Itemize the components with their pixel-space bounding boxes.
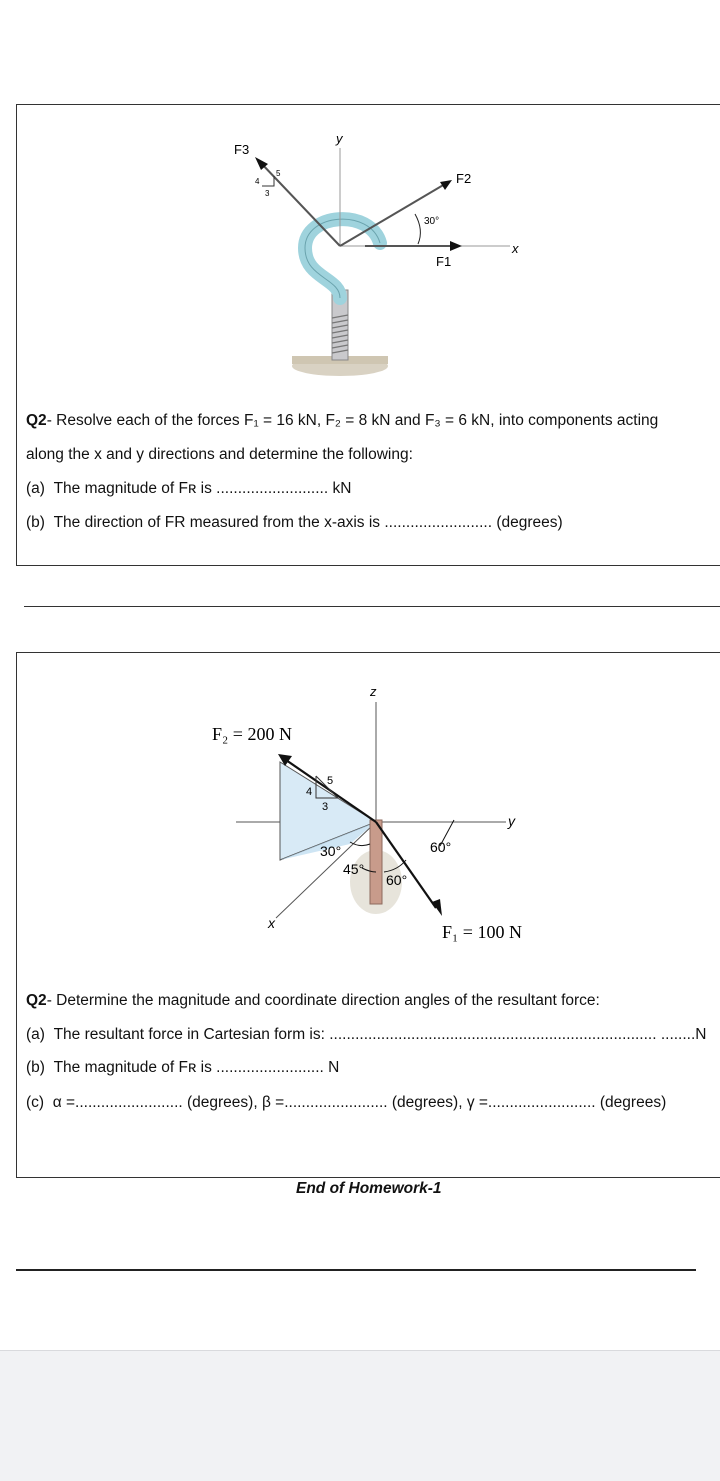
q2-line-1-text: - Determine the magnitude and coordinate direction angles of the resultant force: bbox=[46, 992, 600, 1009]
y-label-2: y bbox=[508, 813, 515, 829]
q1-line-2: along the x and y directions and determine the following: bbox=[26, 446, 413, 463]
q1-line-1 bbox=[26, 412, 658, 430]
q2-part-c bbox=[26, 1094, 666, 1112]
q1-b-text: The direction of FR measured from the x-axis is ......................... (degrees) bbox=[53, 514, 563, 531]
f3-label: F3 bbox=[234, 142, 250, 157]
q2-b-text: The magnitude of Fʀ is ......................... N bbox=[53, 1059, 340, 1076]
q1-b-label: (b) bbox=[26, 514, 45, 531]
z-label: z bbox=[370, 684, 377, 699]
x-label: x bbox=[512, 241, 519, 256]
q1-line-1-text: - Resolve each of the forces F₁ = 16 kN, F₂ = 8 kN and F₃ = 6 kN, into components acting bbox=[46, 412, 659, 429]
tri-4-2: 4 bbox=[306, 786, 313, 798]
end-of-homework: End of Homework-1 bbox=[296, 1180, 442, 1197]
f3-arrow bbox=[260, 162, 340, 246]
tri-5: 5 bbox=[276, 169, 281, 178]
y-label: y bbox=[336, 131, 343, 146]
divider-line bbox=[24, 606, 720, 607]
q2-part-a bbox=[26, 1026, 706, 1044]
tri-4: 4 bbox=[255, 177, 260, 186]
f2-label-2: F₂ = 200 N bbox=[212, 724, 292, 744]
tri-3: 3 bbox=[265, 189, 270, 198]
angle-30: 30° bbox=[320, 843, 342, 859]
q2-line-1 bbox=[26, 992, 600, 1010]
q1-a-label: (a) bbox=[26, 480, 45, 497]
q2-b-label: (b) bbox=[26, 1059, 45, 1076]
q1-part-a bbox=[26, 480, 351, 498]
f2-label: F2 bbox=[456, 171, 472, 186]
q1-a-text: The magnitude of Fʀ is .......................... kN bbox=[53, 480, 352, 497]
q1-part-b bbox=[26, 514, 563, 532]
bottom-rule bbox=[16, 1269, 696, 1271]
f1-label: F1 bbox=[436, 254, 452, 269]
viewer-background bbox=[0, 1350, 720, 1481]
q2-c-text: α =......................... (degrees), β =........................ (degrees), γ =......................... (degrees) bbox=[52, 1094, 667, 1111]
q1-figure bbox=[200, 118, 540, 388]
x-label-2: x bbox=[268, 915, 275, 931]
q2-c-label: (c) bbox=[26, 1094, 45, 1111]
q2-prefix: Q2 bbox=[26, 992, 47, 1009]
angle-label: 30° bbox=[424, 216, 440, 227]
post bbox=[370, 820, 382, 904]
q1-prefix: Q2 bbox=[26, 412, 47, 429]
angle-45: 45° bbox=[343, 861, 365, 877]
q2-a-text: The resultant force in Cartesian form is: ............................................................................ ........N bbox=[53, 1026, 707, 1043]
hook bbox=[305, 219, 380, 298]
tri-5-2: 5 bbox=[327, 775, 334, 787]
q2-figure bbox=[200, 680, 560, 950]
q2-part-b bbox=[26, 1059, 339, 1077]
angle-60-b: 60° bbox=[430, 839, 452, 855]
f1-label-2: F₁ = 100 N bbox=[442, 922, 522, 942]
q2-a-label: (a) bbox=[26, 1026, 45, 1043]
tri-3-2: 3 bbox=[322, 801, 329, 813]
angle-60-a: 60° bbox=[386, 872, 408, 888]
